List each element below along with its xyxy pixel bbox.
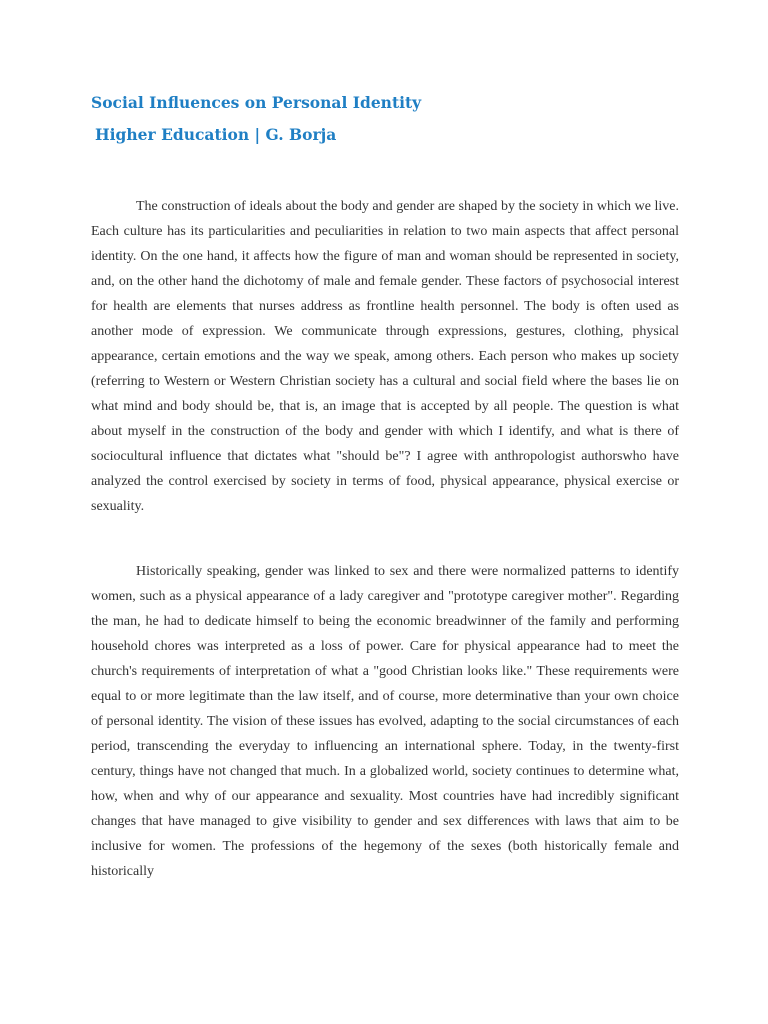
body-paragraph-2: Historically speaking, gender was linked to sex and there were normalized patterns to identify women, such as a physical appearance of a lady caregiver and "prototype caregiver mother". Regarding the man, he had to dedicate himself to being the economic breadwinner of the family and performing household chores was interpreted as a loss of power. Care for physical appearance had to meet the church's requirements of interpretation of what a "good Christian looks like." These requirements were equal to or more legitimate than the law itself, and of course, more determinative than your own choice of personal identity. The vision of these issues has evolved, adapting to the social circumstances of each period, transcending the everyday to influencing an international sphere. Today, in the twenty-first century, things have not changed that much. In a globalized world, society continues to determine what, how, when and why of our appearance and sexuality. Most countries have had incredibly significant changes that have managed to give visibility to gender and sex differences with laws that aim to be inclusive for women. The professions of the hegemony of the sexes (both historically female and historically <box>91 564 679 879</box>
document-title: Social Influences on Personal Identity <box>91 93 422 112</box>
body-paragraph-1: The construction of ideals about the body and gender are shaped by the society in which we live. Each culture has its particularities and peculiarities in relation to two main aspects that affect personal identity. On the one hand, it affects how the figure of man and woman should be represented in society, and, on the other hand the dichotomy of male and female gender. These factors of psychosocial interest for health are elements that nurses address as frontline health personnel. The body is often used as another mode of expression. We communicate through expressions, gestures, clothing, physical appearance, certain emotions and the way we speak, among others. Each person who makes up society (referring to Western or Western Christian society has a cultural and social field where the bases lie on what mind and body should be, that is, an image that is accepted by all people. The question is what about myself in the construction of the body and gender with which I identify, and what is there of sociocultural influence that dictates what "should be"? I agree with anthropologist authorswho have analyzed the control exercised by society in terms of food, physical appearance, physical exercise or sexuality. <box>91 199 679 514</box>
document-subtitle: Higher Education | G. Borja <box>95 125 337 144</box>
